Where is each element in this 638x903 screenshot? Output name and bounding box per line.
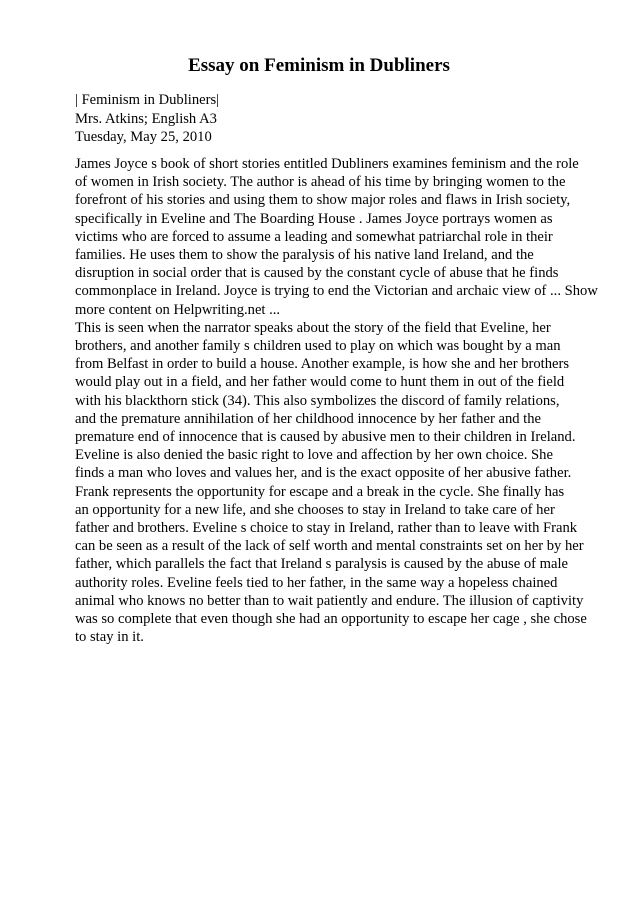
body-line: to stay in it.	[75, 629, 144, 646]
body-line: was so complete that even though she had an opportunity to escape her cage , she chose	[75, 611, 587, 628]
essay-body	[75, 155, 605, 646]
body-line: commonplace in Ireland. Joyce is trying to end the Victorian and archaic view of ... Show	[75, 283, 598, 300]
meta-topic-line: | Feminism in Dubliners|	[75, 92, 220, 108]
document-meta	[75, 91, 219, 147]
body-line: families. He uses them to show the paralysis of his native land Ireland, and the	[75, 247, 534, 264]
body-line: forefront of his stories and using them to show major roles and flaws in Irish society,	[75, 192, 571, 209]
meta-teacher-line: Mrs. Atkins; English A3	[75, 110, 217, 127]
body-line: premature end of innocence that is caused by abusive men to their children in Ireland.	[75, 429, 576, 446]
body-line: disruption in social order that is caused by the constant cycle of abuse that he finds	[75, 265, 559, 282]
body-line: of women in Irish society. The author is ahead of his time by bringing women to the	[75, 174, 566, 191]
body-line: finds a man who loves and values her, and is the exact opposite of her abusive father.	[75, 465, 572, 482]
body-line: animal who knows no better than to wait patiently and endure. The illusion of captivity	[75, 592, 584, 609]
body-line: more content on Helpwriting.net ...	[75, 301, 281, 318]
body-line: This is seen when the narrator speaks about the story of the field that Eveline, her	[75, 319, 551, 336]
body-line: an opportunity for a new life, and she chooses to stay in Ireland to take care of her	[75, 501, 555, 518]
body-line: and the premature annihilation of her childhood innocence by her father and the	[75, 410, 542, 427]
body-line: Eveline is also denied the basic right to love and affection by her own choice. She	[75, 447, 553, 464]
body-line: brothers, and another family s children used to play on which was bought by a man	[75, 338, 561, 355]
body-line: Frank represents the opportunity for escape and a break in the cycle. She finally has	[75, 483, 565, 500]
body-line: father, which parallels the fact that Ireland s paralysis is caused by the abuse of male	[75, 556, 568, 573]
body-line: victims who are forced to assume a leading and somewhat patriarchal role in their	[75, 228, 553, 245]
body-line: James Joyce s book of short stories entitled Dubliners examines feminism and the role	[75, 156, 579, 172]
body-line: with his blackthorn stick (34). This also symbolizes the discord of family relations,	[75, 392, 560, 409]
document-title: Essay on Feminism in Dubliners	[188, 55, 450, 76]
body-line: can be seen as a result of the lack of self worth and mental constraints set on her by her	[75, 538, 584, 555]
body-line: from Belfast in order to build a house. Another example, is how she and her brothers	[75, 356, 570, 373]
body-line: authority roles. Eveline feels tied to her father, in the same way a hopeless chained	[75, 574, 558, 591]
meta-date-line: Tuesday, May 25, 2010	[75, 129, 212, 145]
body-line: father and brothers. Eveline s choice to stay in Ireland, rather than to leave with Frank	[75, 520, 578, 537]
body-line: would play out in a field, and her father would come to hunt them in out of the field	[75, 374, 565, 391]
body-line: specifically in Eveline and The Boarding House . James Joyce portrays women as	[75, 210, 553, 227]
